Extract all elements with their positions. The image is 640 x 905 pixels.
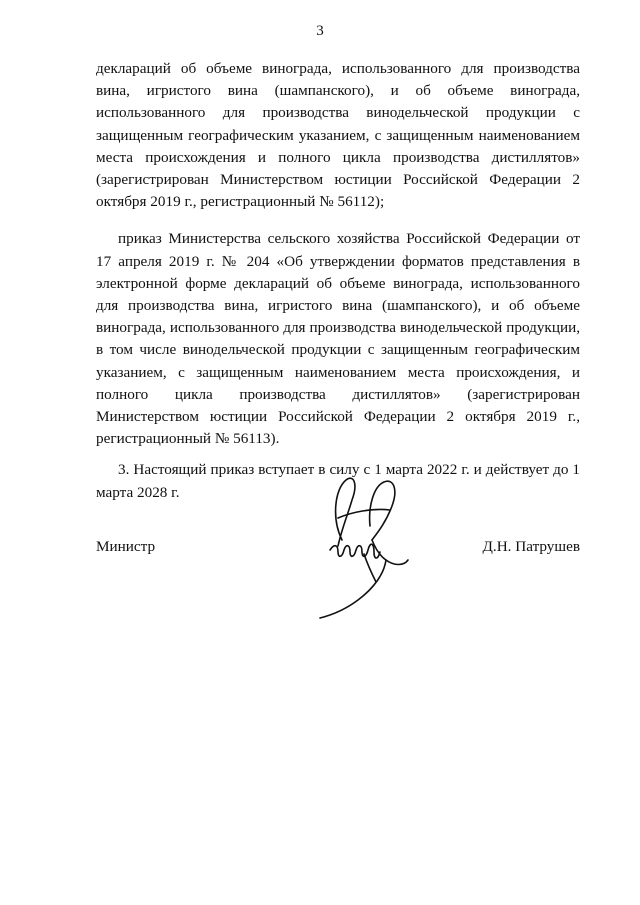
signer-name: Д.Н. Патрушев xyxy=(482,538,580,555)
signer-position: Министр xyxy=(96,538,156,555)
page-number: 3 xyxy=(316,23,324,39)
handwritten-signature xyxy=(312,470,418,622)
paragraph-continuation: деклараций об объеме винограда, использованного для производства вина, игристого вина (шампанского), и об объеме винограда, использованного для производства винодельческой продукции с защищенным географическим указанием, с защищенным наименованием места происхождения и полного цикла производства дистиллятов» (зарегистрирован Министерством юстиции Российской Федерации 2 октября 2019 г., регистрационный № 56112); xyxy=(96,60,580,211)
paragraph-order-reference: приказ Министерства сельского хозяйства Российской Федерации от 17 апреля 2019 г. № 204 «Об утверждении форматов представления в электронной форме деклараций об объеме винограда, использованного для производства вина, игристого вина (шампанского), и об объеме винограда, использованного для производства винодельческой продукции, в том числе винодельческой продукции с защищенным географическим указанием, с защищенным наименованием места происхождения, и полного цикла производства дистиллятов» (зарегистрирован Министерством юстиции Российской Федерации 2 октября 2019 г., регистрационный № 56113). xyxy=(96,230,580,448)
document-body xyxy=(96,58,580,504)
paragraph-effective-date: 3. Настоящий приказ вступает в силу с 1 марта 2022 г. и действует до 1 марта 2028 г. xyxy=(96,461,580,501)
